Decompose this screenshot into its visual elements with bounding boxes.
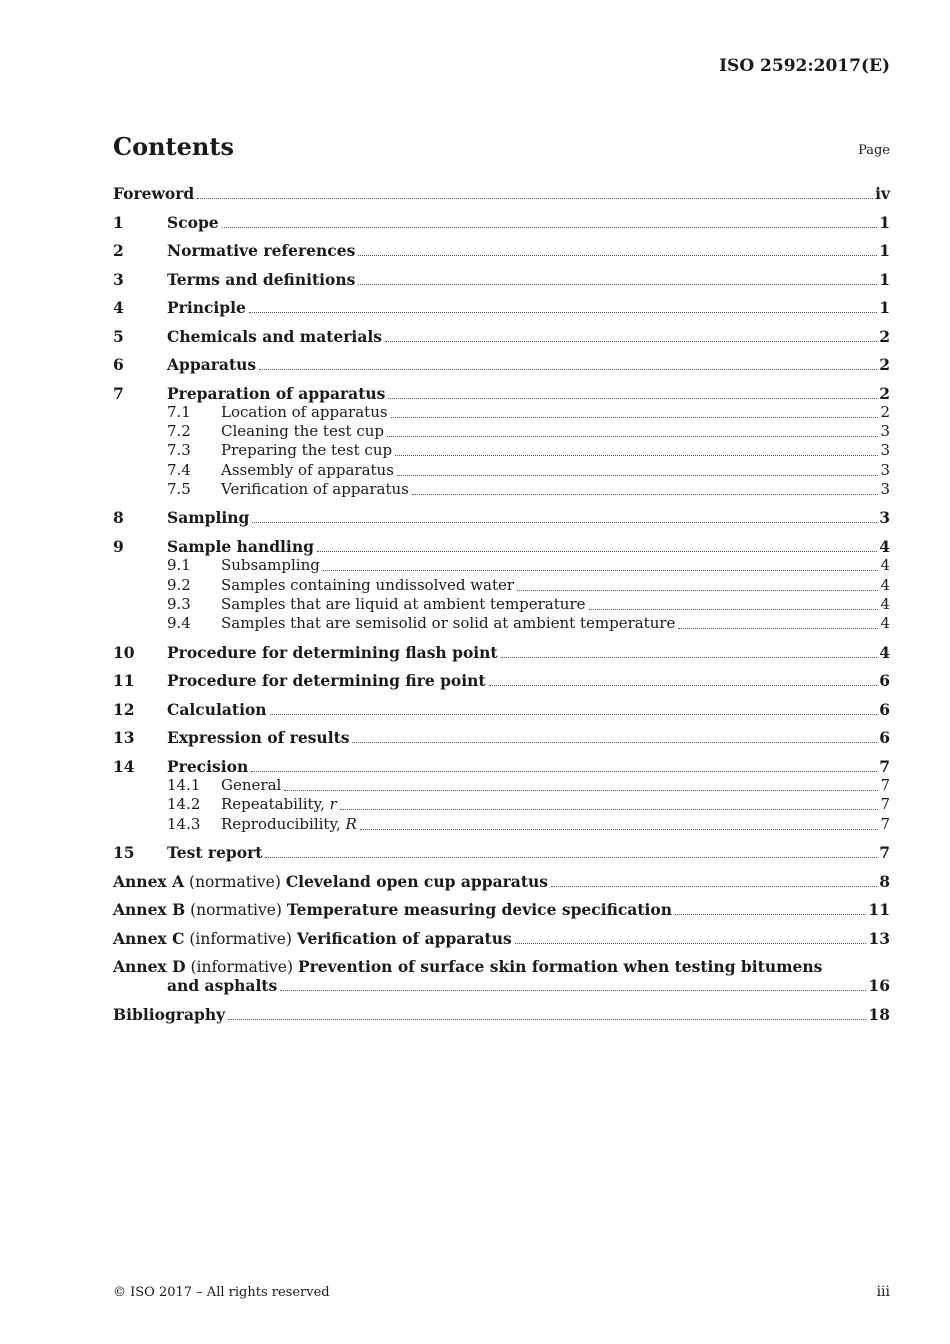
toc-entry-page: 13 bbox=[868, 928, 890, 948]
toc-entry[interactable] bbox=[113, 757, 890, 776]
leader-dots bbox=[515, 943, 867, 944]
toc-entry-number: 9 bbox=[113, 536, 124, 556]
toc-entry-title: Samples that are liquid at ambient temperature bbox=[221, 594, 586, 613]
toc-entry[interactable] bbox=[113, 643, 890, 662]
toc-entry-title: Samples containing undissolved water bbox=[221, 575, 515, 594]
toc-entry-page: 6 bbox=[879, 699, 890, 719]
toc-subentry[interactable] bbox=[113, 776, 890, 795]
leader-dots bbox=[280, 990, 866, 991]
toc-entry-page: iv bbox=[875, 184, 890, 203]
annex-label: Annex D bbox=[113, 957, 186, 977]
toc-entry-page: 2 bbox=[879, 326, 890, 346]
toc-entry-page: 1 bbox=[879, 298, 890, 317]
leader-dots bbox=[360, 829, 879, 830]
leader-dots bbox=[358, 284, 877, 285]
leader-dots bbox=[323, 570, 879, 571]
toc-entry-title: General bbox=[221, 775, 282, 794]
toc-entry-number: 15 bbox=[113, 843, 135, 863]
toc-entry[interactable] bbox=[113, 270, 890, 289]
contents-heading: Contents bbox=[113, 132, 234, 161]
annex-title: Prevention of surface skin formation when testing bitumens bbox=[297, 957, 823, 977]
toc-entry-page: 2 bbox=[880, 402, 890, 421]
toc-entry-page: 2 bbox=[879, 383, 890, 403]
toc-entry-page: 4 bbox=[880, 594, 890, 613]
toc-entry-title: Sampling bbox=[167, 508, 250, 528]
annex-heading bbox=[113, 900, 672, 919]
toc-entry-title: Preparing the test cup bbox=[221, 441, 393, 460]
toc-entry-title: Normative references bbox=[167, 241, 356, 260]
leader-dots bbox=[675, 914, 866, 915]
toc-entry-title: Terms and definitions bbox=[167, 269, 356, 289]
toc-entry-number: 1 bbox=[113, 212, 124, 232]
toc-entry-number: 13 bbox=[113, 728, 135, 748]
toc-entry[interactable] bbox=[113, 327, 890, 346]
toc-entry-title: Expression of results bbox=[167, 728, 350, 748]
leader-dots bbox=[340, 809, 879, 810]
toc-subentry[interactable] bbox=[113, 556, 890, 575]
toc-entry-number: 7.4 bbox=[167, 460, 191, 479]
toc-entry-number: 2 bbox=[113, 241, 124, 260]
toc-entry-title: Principle bbox=[167, 298, 246, 317]
toc-entry-number: 9.1 bbox=[167, 556, 191, 575]
toc-entry-page: 4 bbox=[879, 642, 890, 662]
toc-entry-page: 4 bbox=[880, 556, 890, 575]
toc-entry-title: Verification of apparatus bbox=[221, 479, 409, 498]
toc-entry-number: 12 bbox=[113, 699, 135, 719]
toc-entry-title: Repeatability, r bbox=[221, 795, 337, 814]
leader-dots bbox=[251, 771, 877, 772]
toc-entry-title: Bibliography bbox=[113, 1004, 226, 1024]
toc-entry-title: Cleaning the test cup bbox=[221, 422, 384, 441]
toc-entry-page: 4 bbox=[880, 575, 890, 594]
toc-entry-page: 3 bbox=[879, 508, 890, 528]
toc-entry-page: 8 bbox=[879, 871, 890, 891]
leader-dots bbox=[395, 455, 878, 456]
toc-subentry[interactable] bbox=[113, 575, 890, 594]
leader-dots bbox=[252, 522, 877, 523]
toc-entry-title: Scope bbox=[167, 212, 219, 232]
toc-entry-page: 7 bbox=[880, 814, 890, 833]
annex-title: Cleveland open cup apparatus bbox=[285, 871, 549, 891]
toc-entry-annex[interactable] bbox=[113, 929, 890, 948]
toc-entry-annex[interactable] bbox=[113, 957, 890, 976]
table-of-contents bbox=[113, 184, 890, 1024]
toc-entry-page: 3 bbox=[880, 460, 890, 479]
toc-entry-number: 7 bbox=[113, 383, 124, 403]
toc-entry-annex[interactable] bbox=[113, 900, 890, 919]
toc-subentry[interactable] bbox=[113, 595, 890, 614]
toc-entry-title: Location of apparatus bbox=[221, 402, 388, 421]
toc-entry[interactable] bbox=[113, 508, 890, 527]
toc-entry[interactable] bbox=[113, 384, 890, 403]
leader-dots bbox=[517, 590, 878, 591]
toc-subentry[interactable] bbox=[113, 403, 890, 422]
leader-dots bbox=[589, 609, 879, 610]
toc-entry-number: 9.4 bbox=[167, 614, 191, 633]
toc-entry-number: 4 bbox=[113, 298, 124, 317]
toc-entry[interactable] bbox=[113, 355, 890, 374]
toc-entry-title: Chemicals and materials bbox=[167, 326, 382, 346]
toc-entry[interactable] bbox=[113, 728, 890, 747]
toc-subentry[interactable] bbox=[113, 460, 890, 479]
leader-dots bbox=[501, 657, 878, 658]
toc-subentry[interactable] bbox=[113, 422, 890, 441]
page-column-label: Page bbox=[858, 143, 890, 158]
annex-type: (normative) bbox=[190, 901, 282, 920]
annex-heading bbox=[113, 872, 548, 891]
leader-dots bbox=[197, 198, 873, 199]
leader-dots bbox=[259, 369, 877, 370]
leader-dots bbox=[358, 255, 877, 256]
toc-entry-page: 3 bbox=[880, 441, 890, 460]
leader-dots bbox=[222, 227, 878, 228]
annex-title-continued: and asphalts bbox=[167, 976, 278, 996]
toc-entry-title: Procedure for determining fire point bbox=[167, 671, 486, 691]
toc-entry[interactable] bbox=[113, 700, 890, 719]
toc-entry-page: 1 bbox=[879, 269, 890, 289]
toc-entry[interactable] bbox=[113, 241, 890, 260]
copyright-notice: © ISO 2017 – All rights reserved bbox=[113, 1285, 330, 1300]
leader-dots bbox=[385, 341, 877, 342]
annex-heading bbox=[113, 929, 512, 948]
leader-dots bbox=[412, 494, 879, 495]
annex-label: Annex B bbox=[113, 900, 186, 920]
toc-entry-page: 7 bbox=[879, 843, 890, 863]
leader-dots bbox=[317, 551, 877, 552]
toc-entry-number: 7.3 bbox=[167, 441, 191, 460]
toc-entry-page: 7 bbox=[879, 756, 890, 776]
toc-entry[interactable] bbox=[113, 213, 890, 232]
toc-entry-number: 10 bbox=[113, 642, 135, 662]
leader-dots bbox=[228, 1019, 866, 1020]
toc-entry-page: 6 bbox=[879, 728, 890, 748]
toc-entry-page: 1 bbox=[879, 241, 890, 260]
leader-dots bbox=[489, 685, 878, 686]
toc-entry-page: 18 bbox=[868, 1004, 890, 1024]
toc-subentry[interactable] bbox=[113, 614, 890, 633]
toc-entry-number: 14.2 bbox=[167, 795, 201, 814]
toc-entry-title: Assembly of apparatus bbox=[221, 460, 394, 479]
toc-subentry[interactable] bbox=[113, 795, 890, 814]
toc-entry-title: Calculation bbox=[167, 699, 267, 719]
toc-entry-number: 9.3 bbox=[167, 594, 191, 613]
toc-entry-title: Foreword bbox=[113, 184, 195, 203]
leader-dots bbox=[270, 714, 878, 715]
annex-type: (normative) bbox=[189, 872, 281, 891]
leader-dots bbox=[284, 790, 878, 791]
leader-dots bbox=[551, 886, 877, 887]
document-id: ISO 2592:2017(E) bbox=[719, 56, 890, 76]
toc-entry-title: Samples that are semisolid or solid at ambient temperature bbox=[221, 614, 676, 633]
toc-entry-foreword[interactable] bbox=[113, 184, 890, 203]
leader-dots bbox=[391, 417, 879, 418]
toc-entry-page: 7 bbox=[880, 775, 890, 794]
toc-entry-number: 14.3 bbox=[167, 814, 201, 833]
toc-entry-number: 14.1 bbox=[167, 775, 201, 794]
annex-label: Annex C bbox=[113, 928, 185, 948]
toc-entry-page: 3 bbox=[880, 422, 890, 441]
toc-entry-title: Subsampling bbox=[221, 556, 320, 575]
leader-dots bbox=[678, 628, 878, 629]
toc-entry-title: Apparatus bbox=[167, 355, 257, 374]
toc-entry-page: 4 bbox=[879, 536, 890, 556]
toc-entry-page: 11 bbox=[868, 900, 890, 920]
toc-subentry[interactable] bbox=[113, 480, 890, 499]
toc-entry-annex[interactable] bbox=[113, 872, 890, 891]
toc-entry-number: 3 bbox=[113, 269, 124, 289]
toc-entry-title: Precision bbox=[167, 756, 249, 776]
annex-title: Temperature measuring device specification bbox=[286, 900, 673, 920]
annex-type: (informative) bbox=[190, 958, 294, 977]
toc-entry[interactable] bbox=[113, 298, 890, 317]
toc-entry-title: Reproducibility, R bbox=[221, 814, 357, 833]
toc-entry-number: 11 bbox=[113, 671, 135, 691]
toc-entry-page: 16 bbox=[868, 976, 890, 996]
toc-entry-number: 7.1 bbox=[167, 402, 191, 421]
toc-entry-page: 7 bbox=[880, 795, 890, 814]
page-number: iii bbox=[876, 1284, 890, 1300]
leader-dots bbox=[387, 436, 878, 437]
toc-subentry[interactable] bbox=[113, 814, 890, 833]
toc-entry-page: 4 bbox=[880, 614, 890, 633]
toc-entry-number: 5 bbox=[113, 326, 124, 346]
toc-entry[interactable] bbox=[113, 671, 890, 690]
toc-entry-number: 14 bbox=[113, 756, 135, 776]
toc-entry-number: 9.2 bbox=[167, 575, 191, 594]
toc-entry-page: 2 bbox=[879, 355, 890, 374]
toc-entry-page: 3 bbox=[880, 479, 890, 498]
leader-dots bbox=[352, 742, 877, 743]
toc-entry-number: 8 bbox=[113, 508, 124, 528]
toc-entry-title: Procedure for determining flash point bbox=[167, 642, 498, 662]
toc-entry-title: Preparation of apparatus bbox=[167, 383, 386, 403]
leader-dots bbox=[249, 312, 877, 313]
toc-entry-number: 6 bbox=[113, 355, 124, 374]
toc-entry-annex-continued[interactable] bbox=[113, 976, 890, 995]
leader-dots bbox=[388, 398, 877, 399]
toc-entry[interactable] bbox=[113, 843, 890, 862]
toc-entry-title: Sample handling bbox=[167, 536, 314, 556]
toc-entry-page: 1 bbox=[879, 212, 890, 232]
toc-entry-bibliography[interactable] bbox=[113, 1005, 890, 1024]
toc-entry[interactable] bbox=[113, 537, 890, 556]
annex-label: Annex A bbox=[113, 871, 185, 891]
leader-dots bbox=[397, 475, 879, 476]
toc-entry-number: 7.5 bbox=[167, 479, 191, 498]
toc-entry-number: 7.2 bbox=[167, 422, 191, 441]
toc-subentry[interactable] bbox=[113, 441, 890, 460]
leader-dots bbox=[265, 857, 877, 858]
toc-entry-page: 6 bbox=[879, 671, 890, 691]
annex-title: Verification of apparatus bbox=[296, 928, 512, 948]
annex-type: (informative) bbox=[189, 929, 292, 948]
toc-entry-title: Test report bbox=[167, 843, 263, 863]
